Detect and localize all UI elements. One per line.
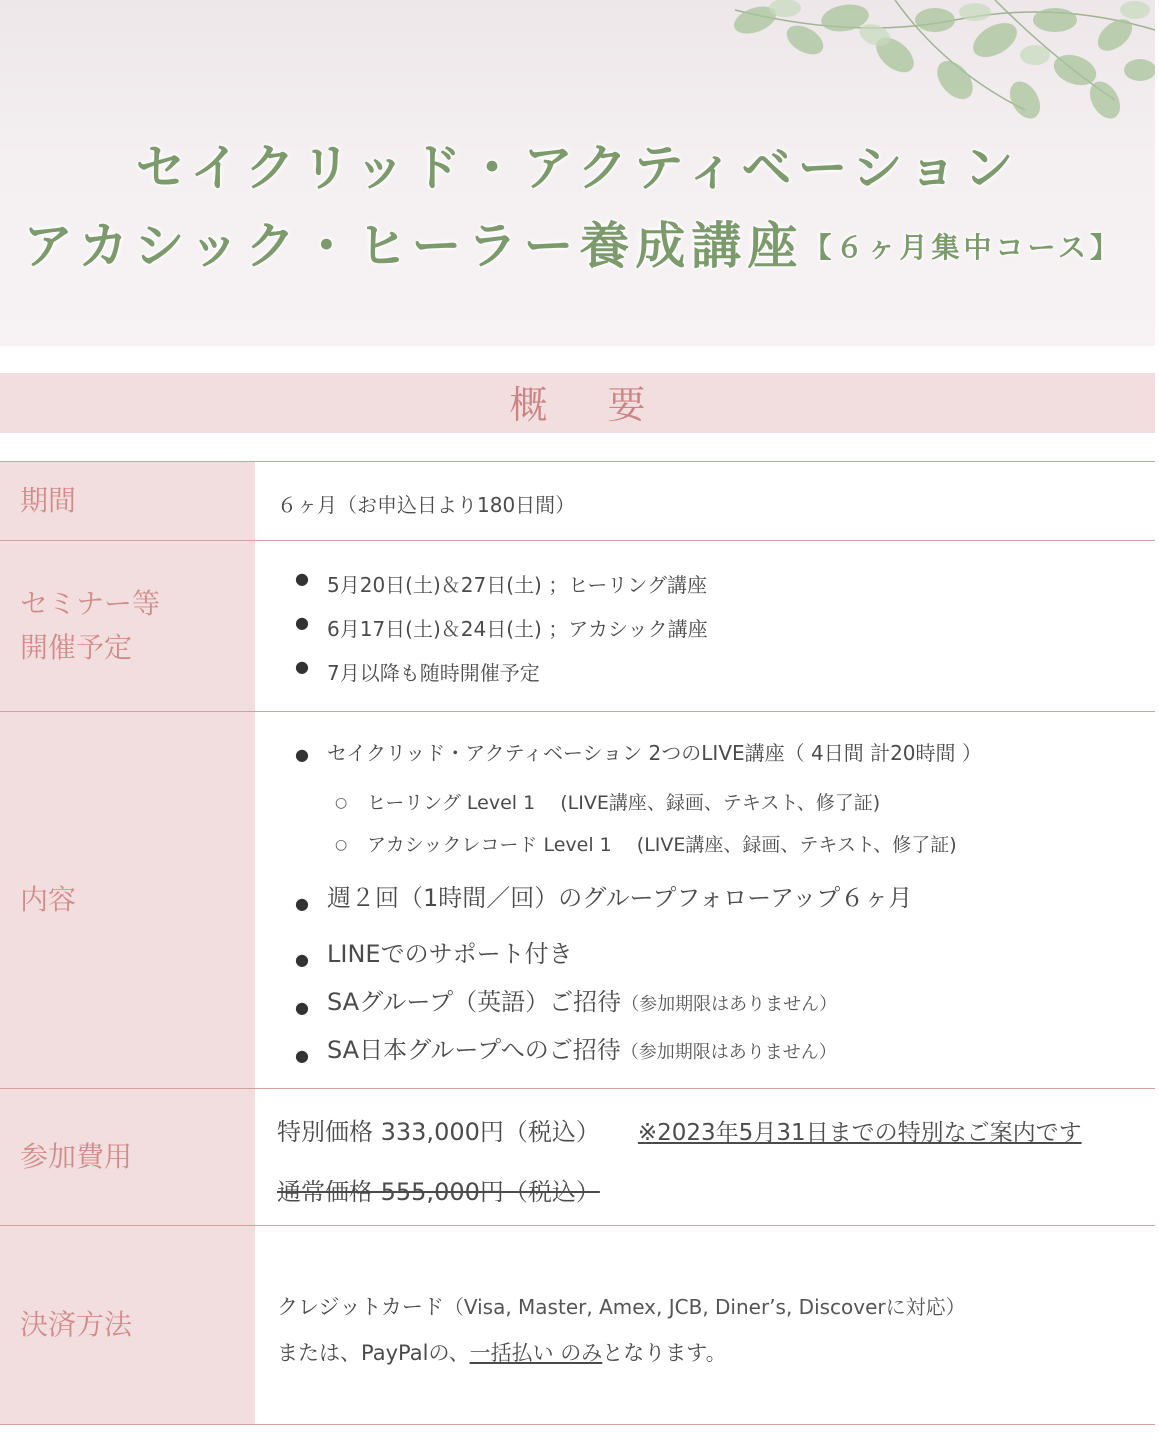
list-item: ● 6月17日(土)＆24日(土) ；アカシック講座 (277, 613, 1155, 657)
sub-list-item: ○ ヒーリング Level 1 (LIVE講座、録画、テキスト、修了証) (277, 782, 1155, 824)
sa-japan-text: SA日本グループへのご招待 (327, 1036, 621, 1064)
regular-price: 通常価格 555,000円（税込） (277, 1178, 600, 1206)
seminar-content (255, 541, 1155, 711)
row-label-fee: 参加費用 (0, 1089, 255, 1225)
hero-banner (0, 0, 1155, 346)
table-row-content (0, 712, 1155, 1089)
list-item-sa-group (277, 980, 1155, 1028)
sa-group-text: SAグループ（英語）ご招待 (327, 988, 622, 1016)
list-item: ● 5月20日(土)＆27日(土) ；ヒーリング講座 (277, 569, 1155, 613)
payment-card-note: （Visa, Master, Amex, JCB, Diner’s, Discoverに対応） (443, 1295, 966, 1319)
hero-title-line2-text: アカシック・ヒーラー養成講座 (22, 217, 804, 275)
row-label-seminar-text: セミナー等 開催予定 (20, 587, 161, 664)
payment-paypal-line (277, 1330, 1155, 1376)
payment-suffix: となります。 (602, 1341, 727, 1365)
row-label-seminar (0, 541, 255, 711)
course-content (255, 712, 1155, 1088)
payment-content (255, 1226, 1155, 1424)
table-row-period (0, 462, 1155, 541)
list-item-line: ● LINEでのサポート付き (277, 932, 1155, 980)
overview-table (0, 461, 1155, 1425)
hero-title-line2 (0, 206, 1155, 278)
special-price-line (277, 1109, 1155, 1155)
course-tag: 【６ヶ月集中コース】 (803, 231, 1123, 264)
sub-list-item: ○ アカシックレコード Level 1 (LIVE講座、録画、テキスト、修了証) (277, 824, 1155, 866)
list-item-followup: ● 週２回（1時間／回）のグループフォローアップ６ヶ月 (277, 876, 1155, 932)
table-row-seminar (0, 541, 1155, 712)
row-label-content: 内容 (0, 712, 255, 1088)
fee-content (255, 1089, 1155, 1225)
period-value: ６ヶ月（お申込日より180日間） (277, 492, 576, 517)
table-row-fee (0, 1089, 1155, 1226)
section-title: 概要 (0, 373, 1155, 433)
row-label-payment: 決済方法 (0, 1226, 255, 1424)
list-item-sa-japan (277, 1028, 1155, 1076)
hero-title-line1: セイクリッド・アクティベーション (135, 139, 1020, 197)
payment-lump-sum: 一括払い のみ (469, 1341, 603, 1365)
payment-or-prefix: または、PayPalの、 (277, 1341, 470, 1365)
list-item: ● 7月以降も随時開催予定 (277, 657, 1155, 701)
row-label-period: 期間 (0, 462, 255, 540)
payment-card: クレジットカード (277, 1295, 444, 1319)
list-item-live: ● セイクリッド・アクティベーション 2つのLIVE講座（ 4日間 計20時間 ） (277, 738, 1155, 782)
special-price: 特別価格 333,000円（税込） (277, 1118, 600, 1146)
payment-card-line (277, 1284, 1155, 1330)
sa-japan-note: （参加期限はありません） (620, 1042, 837, 1063)
special-price-note: ※2023年5月31日までの特別なご案内です (637, 1120, 1082, 1146)
sa-group-note: （参加期限はありません） (621, 994, 838, 1015)
table-row-payment (0, 1226, 1155, 1425)
